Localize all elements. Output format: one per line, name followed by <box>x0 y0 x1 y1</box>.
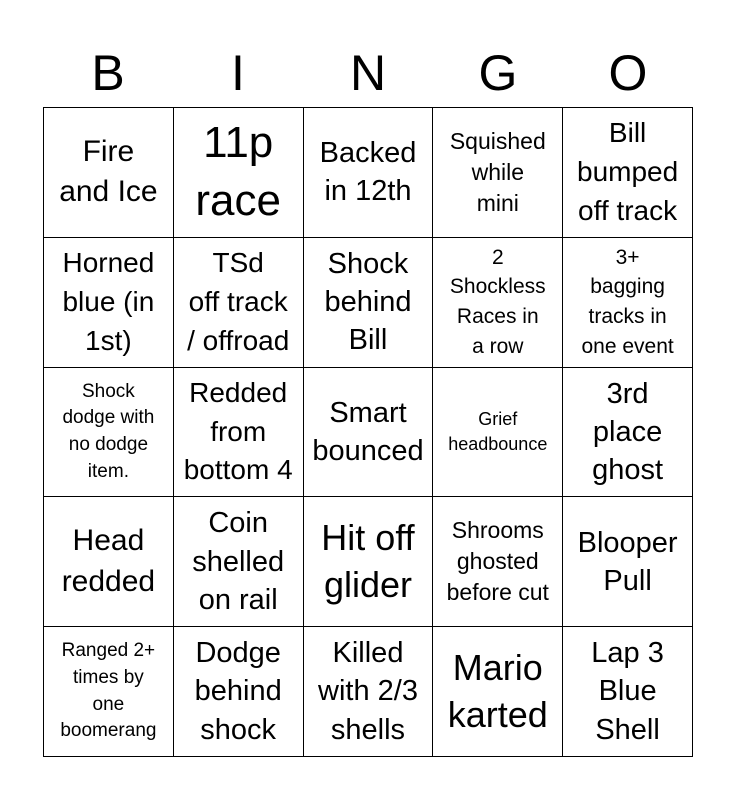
bingo-cell[interactable] <box>44 238 174 368</box>
bingo-cell[interactable] <box>563 368 693 498</box>
header-letter-b: B <box>91 45 125 101</box>
cell-label: 3+ bagging tracks in one event <box>581 245 674 358</box>
cell-label: Backed in 12th <box>319 137 417 208</box>
cell-label: 2 Shockless Races in a row <box>449 245 546 358</box>
cell-label: Killed with 2/3 shells <box>318 637 418 746</box>
bingo-cell[interactable] <box>174 108 304 238</box>
cell-label: 3rd place ghost <box>592 377 664 487</box>
bingo-cell[interactable] <box>433 497 563 627</box>
cell-label: Fire and Ice <box>59 134 158 209</box>
bingo-cell[interactable] <box>304 108 434 238</box>
cell-label: Shrooms ghosted before cut <box>446 516 549 606</box>
cell-label: Hit off glider <box>321 516 415 605</box>
header-letter-g: G <box>478 45 518 101</box>
cell-label: Head redded <box>61 523 156 598</box>
cell-label: Squished while mini <box>449 127 546 217</box>
cell-label: Shock dodge with no dodge item. <box>62 380 155 482</box>
cell-label: Dodge behind shock <box>194 637 282 746</box>
bingo-cell[interactable] <box>433 238 563 368</box>
bingo-cell[interactable] <box>433 627 563 757</box>
cell-label: Lap 3 Blue Shell <box>591 637 664 746</box>
bingo-cell[interactable] <box>304 238 434 368</box>
cell-label: Horned blue (in 1st) <box>62 247 155 356</box>
bingo-cell[interactable] <box>174 238 304 368</box>
cell-label: Shock behind Bill <box>324 247 412 357</box>
bingo-cell[interactable] <box>563 627 693 757</box>
bingo-cell[interactable] <box>304 368 434 498</box>
header-letter-i: I <box>231 45 245 101</box>
bingo-cell[interactable] <box>304 627 434 757</box>
cell-label: Redded from bottom 4 <box>183 377 293 486</box>
bingo-cell[interactable] <box>304 497 434 627</box>
header-letter-o: O <box>608 45 648 101</box>
cell-label: Grief headbounce <box>448 409 548 454</box>
bingo-header <box>43 40 693 106</box>
cell-label: Ranged 2+ times by one boomerang <box>60 640 157 742</box>
bingo-cell[interactable] <box>44 627 174 757</box>
bingo-cell[interactable] <box>174 368 304 498</box>
bingo-cell[interactable] <box>174 497 304 627</box>
cell-label: Blooper Pull <box>577 526 678 597</box>
bingo-cell[interactable] <box>174 627 304 757</box>
bingo-cell[interactable] <box>44 497 174 627</box>
bingo-cell[interactable] <box>44 368 174 498</box>
header-letter-n: N <box>349 45 387 101</box>
cell-label: TSd off track / offroad <box>187 247 290 356</box>
cell-label: Coin shelled on rail <box>192 507 285 616</box>
bingo-grid <box>43 107 693 757</box>
cell-label: Smart bounced <box>312 396 424 467</box>
bingo-cell[interactable] <box>563 497 693 627</box>
cell-label: 11p race <box>195 117 281 226</box>
cell-label: Bill bumped off track <box>577 117 679 226</box>
bingo-cell[interactable] <box>44 108 174 238</box>
bingo-cell[interactable] <box>563 108 693 238</box>
bingo-cell[interactable] <box>563 238 693 368</box>
bingo-cell[interactable] <box>433 368 563 498</box>
cell-label: Mario karted <box>447 646 548 735</box>
bingo-cell[interactable] <box>433 108 563 238</box>
